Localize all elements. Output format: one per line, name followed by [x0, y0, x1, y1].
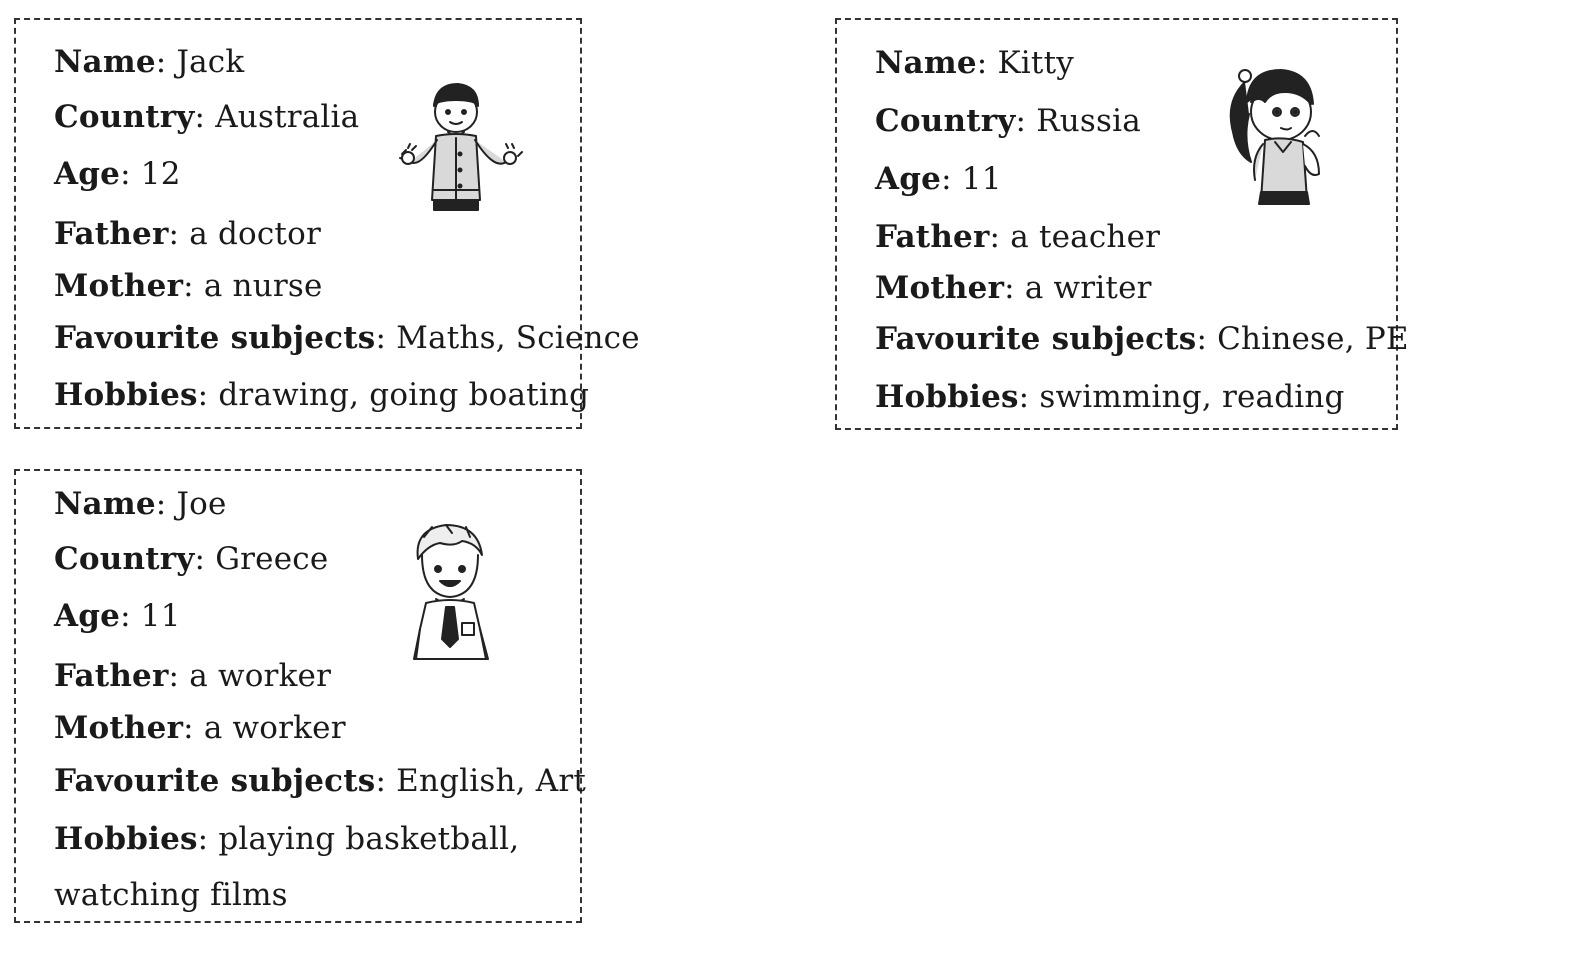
- age-row: Age: 11: [54, 598, 181, 634]
- subjects-value: Chinese, PE: [1217, 321, 1409, 357]
- hobbies-value: drawing, going boating: [218, 377, 590, 413]
- mother-value: a nurse: [203, 268, 323, 304]
- age-row: Age: 11: [875, 161, 1002, 197]
- country-value: Greece: [215, 541, 329, 577]
- mother-row: Mother: a nurse: [54, 268, 323, 304]
- hobbies-row: Hobbies: drawing, going boating: [54, 377, 590, 413]
- subjects-row: Favourite subjects: Chinese, PE: [875, 321, 1409, 357]
- profile-card-kitty: [835, 18, 1409, 430]
- name-value: Kitty: [997, 45, 1074, 81]
- age-row: Age: 12: [54, 156, 181, 192]
- hobbies-continued: watching films: [54, 877, 288, 913]
- father-value: a worker: [189, 658, 332, 694]
- age-value: 11: [140, 598, 181, 634]
- country-row: Country: Russia: [875, 103, 1141, 139]
- mother-value: a writer: [1024, 270, 1152, 306]
- name-row: Name: Jack: [54, 44, 245, 80]
- country-row: Country: Greece: [54, 541, 329, 577]
- subjects-value: Maths, Science: [396, 320, 640, 356]
- subjects-value: English, Art: [396, 763, 587, 799]
- hobbies-row: Hobbies: swimming, reading: [875, 379, 1345, 415]
- country-row: Country: Australia: [54, 99, 360, 135]
- subjects-row: Favourite subjects: English, Art: [54, 763, 587, 799]
- profile-card-joe: [14, 469, 587, 923]
- name-value: Joe: [176, 486, 227, 522]
- mother-row: Mother: a worker: [54, 710, 346, 746]
- boy-waving-icon: [394, 78, 524, 218]
- father-row: Father: a worker: [54, 658, 332, 694]
- mother-value: a worker: [203, 710, 346, 746]
- subjects-row: Favourite subjects: Maths, Science: [54, 320, 640, 356]
- name-row: Name: Kitty: [875, 45, 1074, 81]
- father-value: a teacher: [1010, 219, 1161, 255]
- mother-row: Mother: a writer: [875, 270, 1152, 306]
- hobbies-value: playing basketball,: [218, 821, 520, 857]
- hobbies-value: swimming, reading: [1039, 379, 1345, 415]
- father-row: Father: a doctor: [54, 216, 321, 252]
- father-row: Father: a teacher: [875, 219, 1161, 255]
- name-row: Name: Joe: [54, 486, 227, 522]
- hobbies-row: Hobbies: playing basketball,: [54, 821, 520, 857]
- profile-card-jack: [14, 18, 640, 429]
- girl-ponytail-icon: [1215, 62, 1335, 207]
- father-value: a doctor: [189, 216, 321, 252]
- boy-with-tie-icon: [406, 519, 496, 667]
- age-value: 11: [961, 161, 1002, 197]
- age-value: 12: [140, 156, 181, 192]
- country-value: Russia: [1036, 103, 1141, 139]
- name-value: Jack: [176, 44, 245, 80]
- country-value: Australia: [215, 99, 360, 135]
